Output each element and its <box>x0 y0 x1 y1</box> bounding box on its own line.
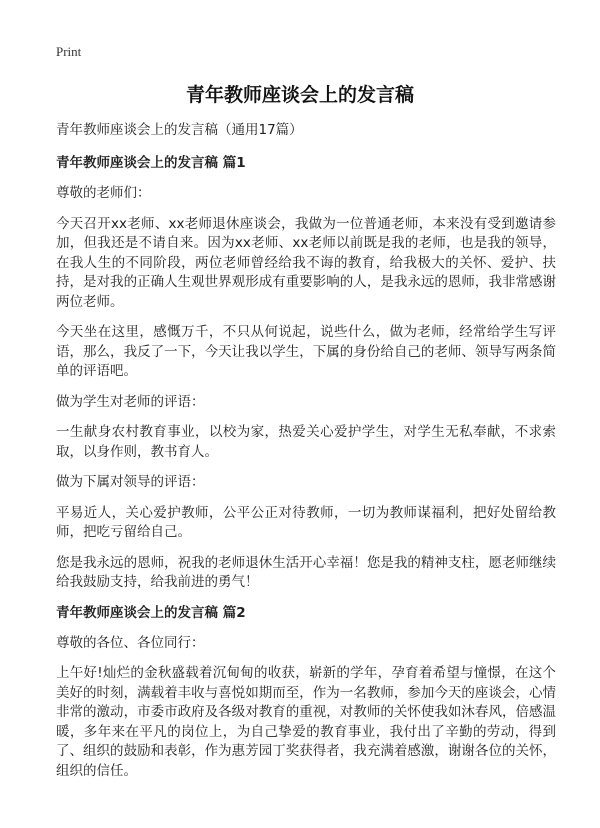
document-subtitle: 青年教师座谈会上的发言稿（通用17篇） <box>56 122 303 138</box>
paragraph: 做为学生对老师的评语： <box>56 393 205 410</box>
paragraph: 尊敬的各位、各位同行： <box>56 634 205 651</box>
paragraph: 上午好!灿烂的金秋盛载着沉甸甸的收获，崭新的学年，孕育着希望与憧憬，在这个美好的时刻，满载着丰收与喜悦如期而至，作为一名教师，参加今天的座谈会，心情非常的激动，市委市政府及各级对教育的重视，对教师的关怀使我如沐春风，倍感温暖，多年来在平凡的岗位上，为自己挚爱的教育事业，我付出了辛勤的劳动，得到了、组织的鼓励和表彰，作为惠芳园丁奖获得者，我充满着感激，谢谢各位的关怀，组织的信任。 <box>56 665 556 779</box>
print-label[interactable]: Print <box>56 44 82 59</box>
paragraph: 平易近人，关心爱护教师，公平公正对待教师，一切为教师谋福利，把好处留给教师，把吃亏留给自己。 <box>56 504 556 540</box>
paragraph: 今天召开xx老师、xx老师退休座谈会，我做为一位普通老师，本来没有受到邀请参加，但我还是不请自来。因为xx老师、xx老师以前既是我的老师，也是我的领导，在我人生的不同阶段，两位老师曾经给我不诲的教育，给我极大的关怀、爱护、扶持，是对我的正确人生观世界观形成有重要影响的人，是我永远的恩师，我非常感谢两位老师。 <box>56 215 556 310</box>
paragraph: 一生献身农村教育事业，以校为家，热爱关心爱护学生，对学生无私奉献，不求索取，以身作则，教书育人。 <box>56 424 556 460</box>
section-heading-2: 青年教师座谈会上的发言稿 篇2 <box>56 604 246 621</box>
section-heading-1: 青年教师座谈会上的发言稿 篇1 <box>56 155 246 171</box>
paragraph: 尊敬的老师们： <box>56 185 151 201</box>
paragraph: 做为下属对领导的评语： <box>56 474 205 490</box>
document-title: 青年教师座谈会上的发言稿 <box>185 84 414 106</box>
paragraph: 您是我永远的恩师，祝我的老师退休生活开心幸福！您是我的精神支柱，愿老师继续给我鼓励支持，给我前进的勇气！ <box>56 554 556 590</box>
document-body <box>56 121 556 792</box>
paragraph: 今天坐在这里，感慨万千，不只从何说起，说些什么，做为老师，经常给学生写评语，那么，我反了一下，今天让我以学生，下属的身份给自己的老师、领导写两条简单的评语吧。 <box>56 324 556 379</box>
